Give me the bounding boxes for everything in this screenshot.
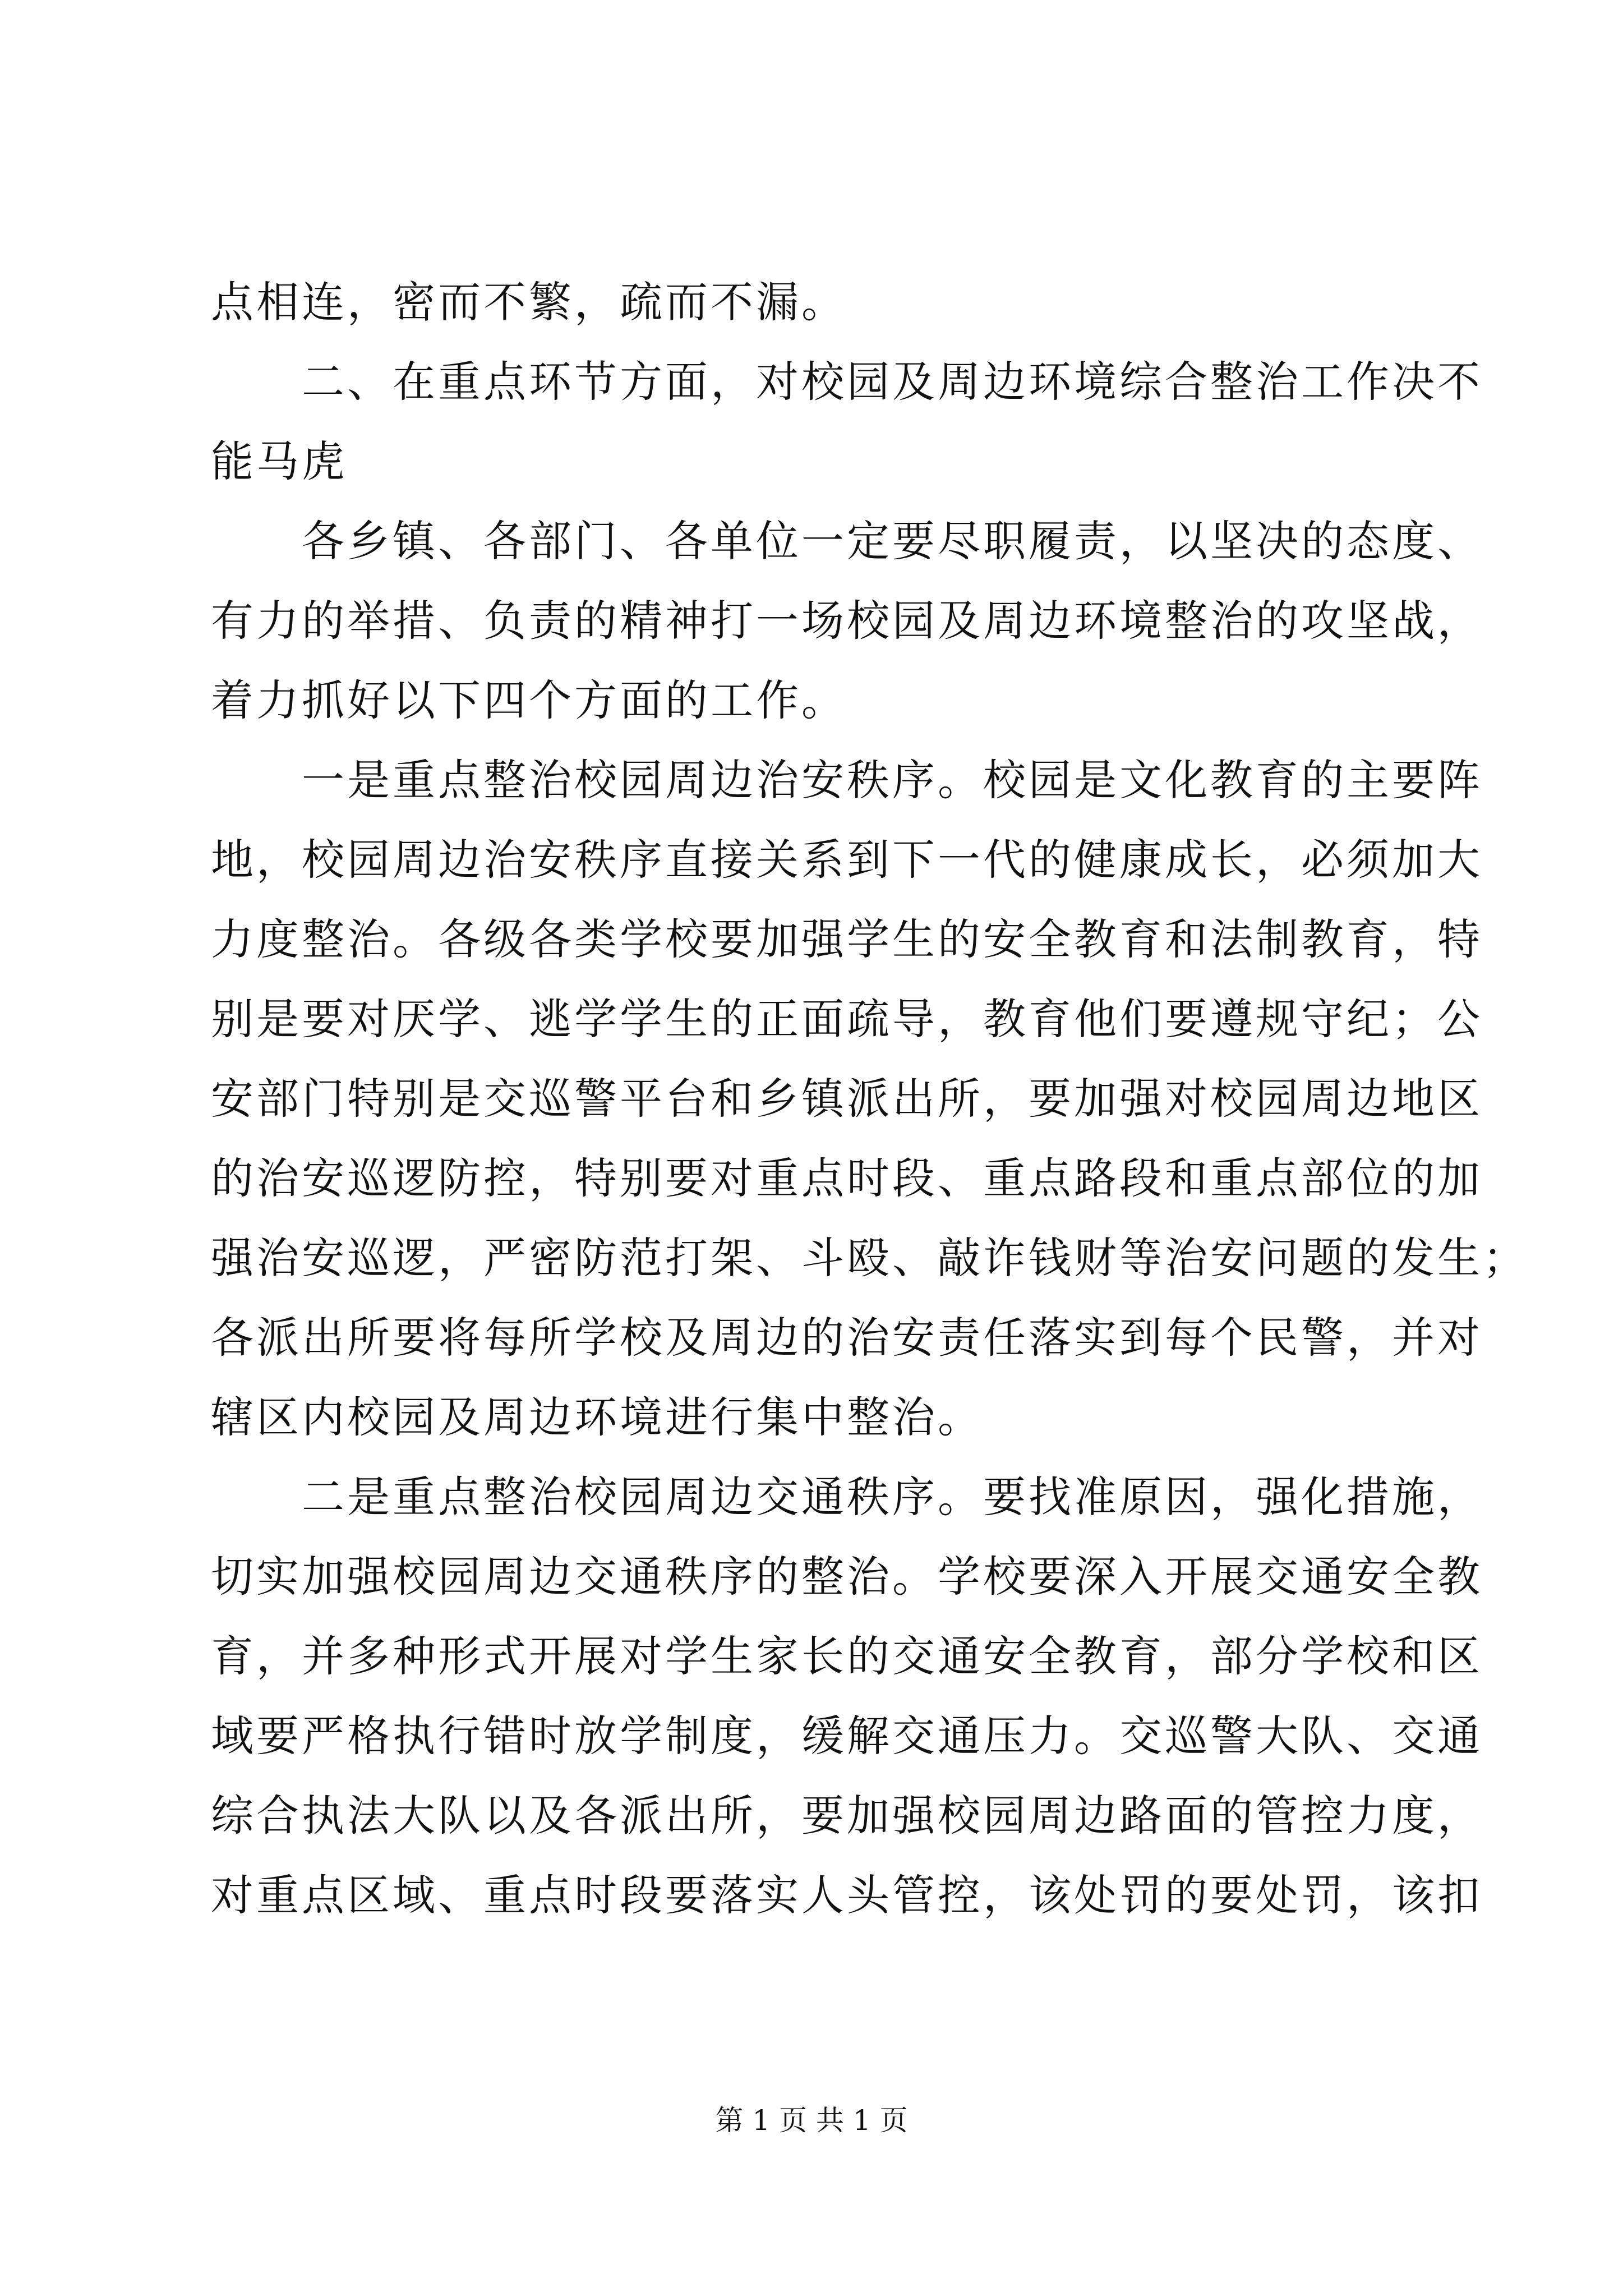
text-line: 安部门特别是交巡警平台和乡镇派出所，要加强对校园周边地区 [211,1074,1483,1124]
text-line: 有力的举措、负责的精神打一场校园及周边环境整治的攻坚战， [211,596,1483,646]
text-line: 的治安巡逻防控，特别要对重点时段、重点路段和重点部位的加 [211,1153,1483,1203]
text-line: 强治安巡逻，严密防范打架、斗殴、敲诈钱财等治安问题的发生； [211,1233,1528,1283]
text-line: 育，并多种形式开展对学生家长的交通安全教育，部分学校和区 [211,1631,1483,1681]
text-line: 着力抓好以下四个方面的工作。 [211,675,847,725]
page-number-footer: 第 1 页 共 1 页 [715,2104,908,2137]
text-line: 别是要对厌学、逃学学生的正面疏导，教育他们要遵规守纪；公 [211,994,1483,1044]
text-line: 对重点区域、重点时段要落实人头管控，该处罚的要处罚，该扣 [211,1870,1483,1920]
text-line: 综合执法大队以及各派出所，要加强校园周边路面的管控力度， [211,1791,1483,1841]
text-line: 一是重点整治校园周边治安秩序。校园是文化教育的主要阵 [211,755,1483,805]
text-line: 域要严格执行错时放学制度，缓解交通压力。交巡警大队、交通 [211,1711,1483,1761]
text-line: 二是重点整治校园周边交通秩序。要找准原因，强化措施， [211,1472,1483,1522]
text-line: 力度整治。各级各类学校要加强学生的安全教育和法制教育，特 [211,914,1483,964]
document-body [211,263,1528,1935]
text-line: 二、在重点环节方面，对校园及周边环境综合整治工作决不 [211,357,1483,407]
text-line: 辖区内校园及周边环境进行集中整治。 [211,1392,983,1442]
text-line: 各派出所要将每所学校及周边的治安责任落实到每个民警，并对 [211,1313,1483,1363]
text-line: 点相连，密而不繁，疏而不漏。 [211,277,847,327]
text-line: 地，校园周边治安秩序直接关系到下一代的健康成长，必须加大 [211,835,1483,885]
text-line: 切实加强校园周边交通秩序的整治。学校要深入开展交通安全教 [211,1552,1483,1602]
text-line: 各乡镇、各部门、各单位一定要尽职履责，以坚决的态度、 [211,516,1483,566]
text-line: 能马虎 [211,436,347,486]
